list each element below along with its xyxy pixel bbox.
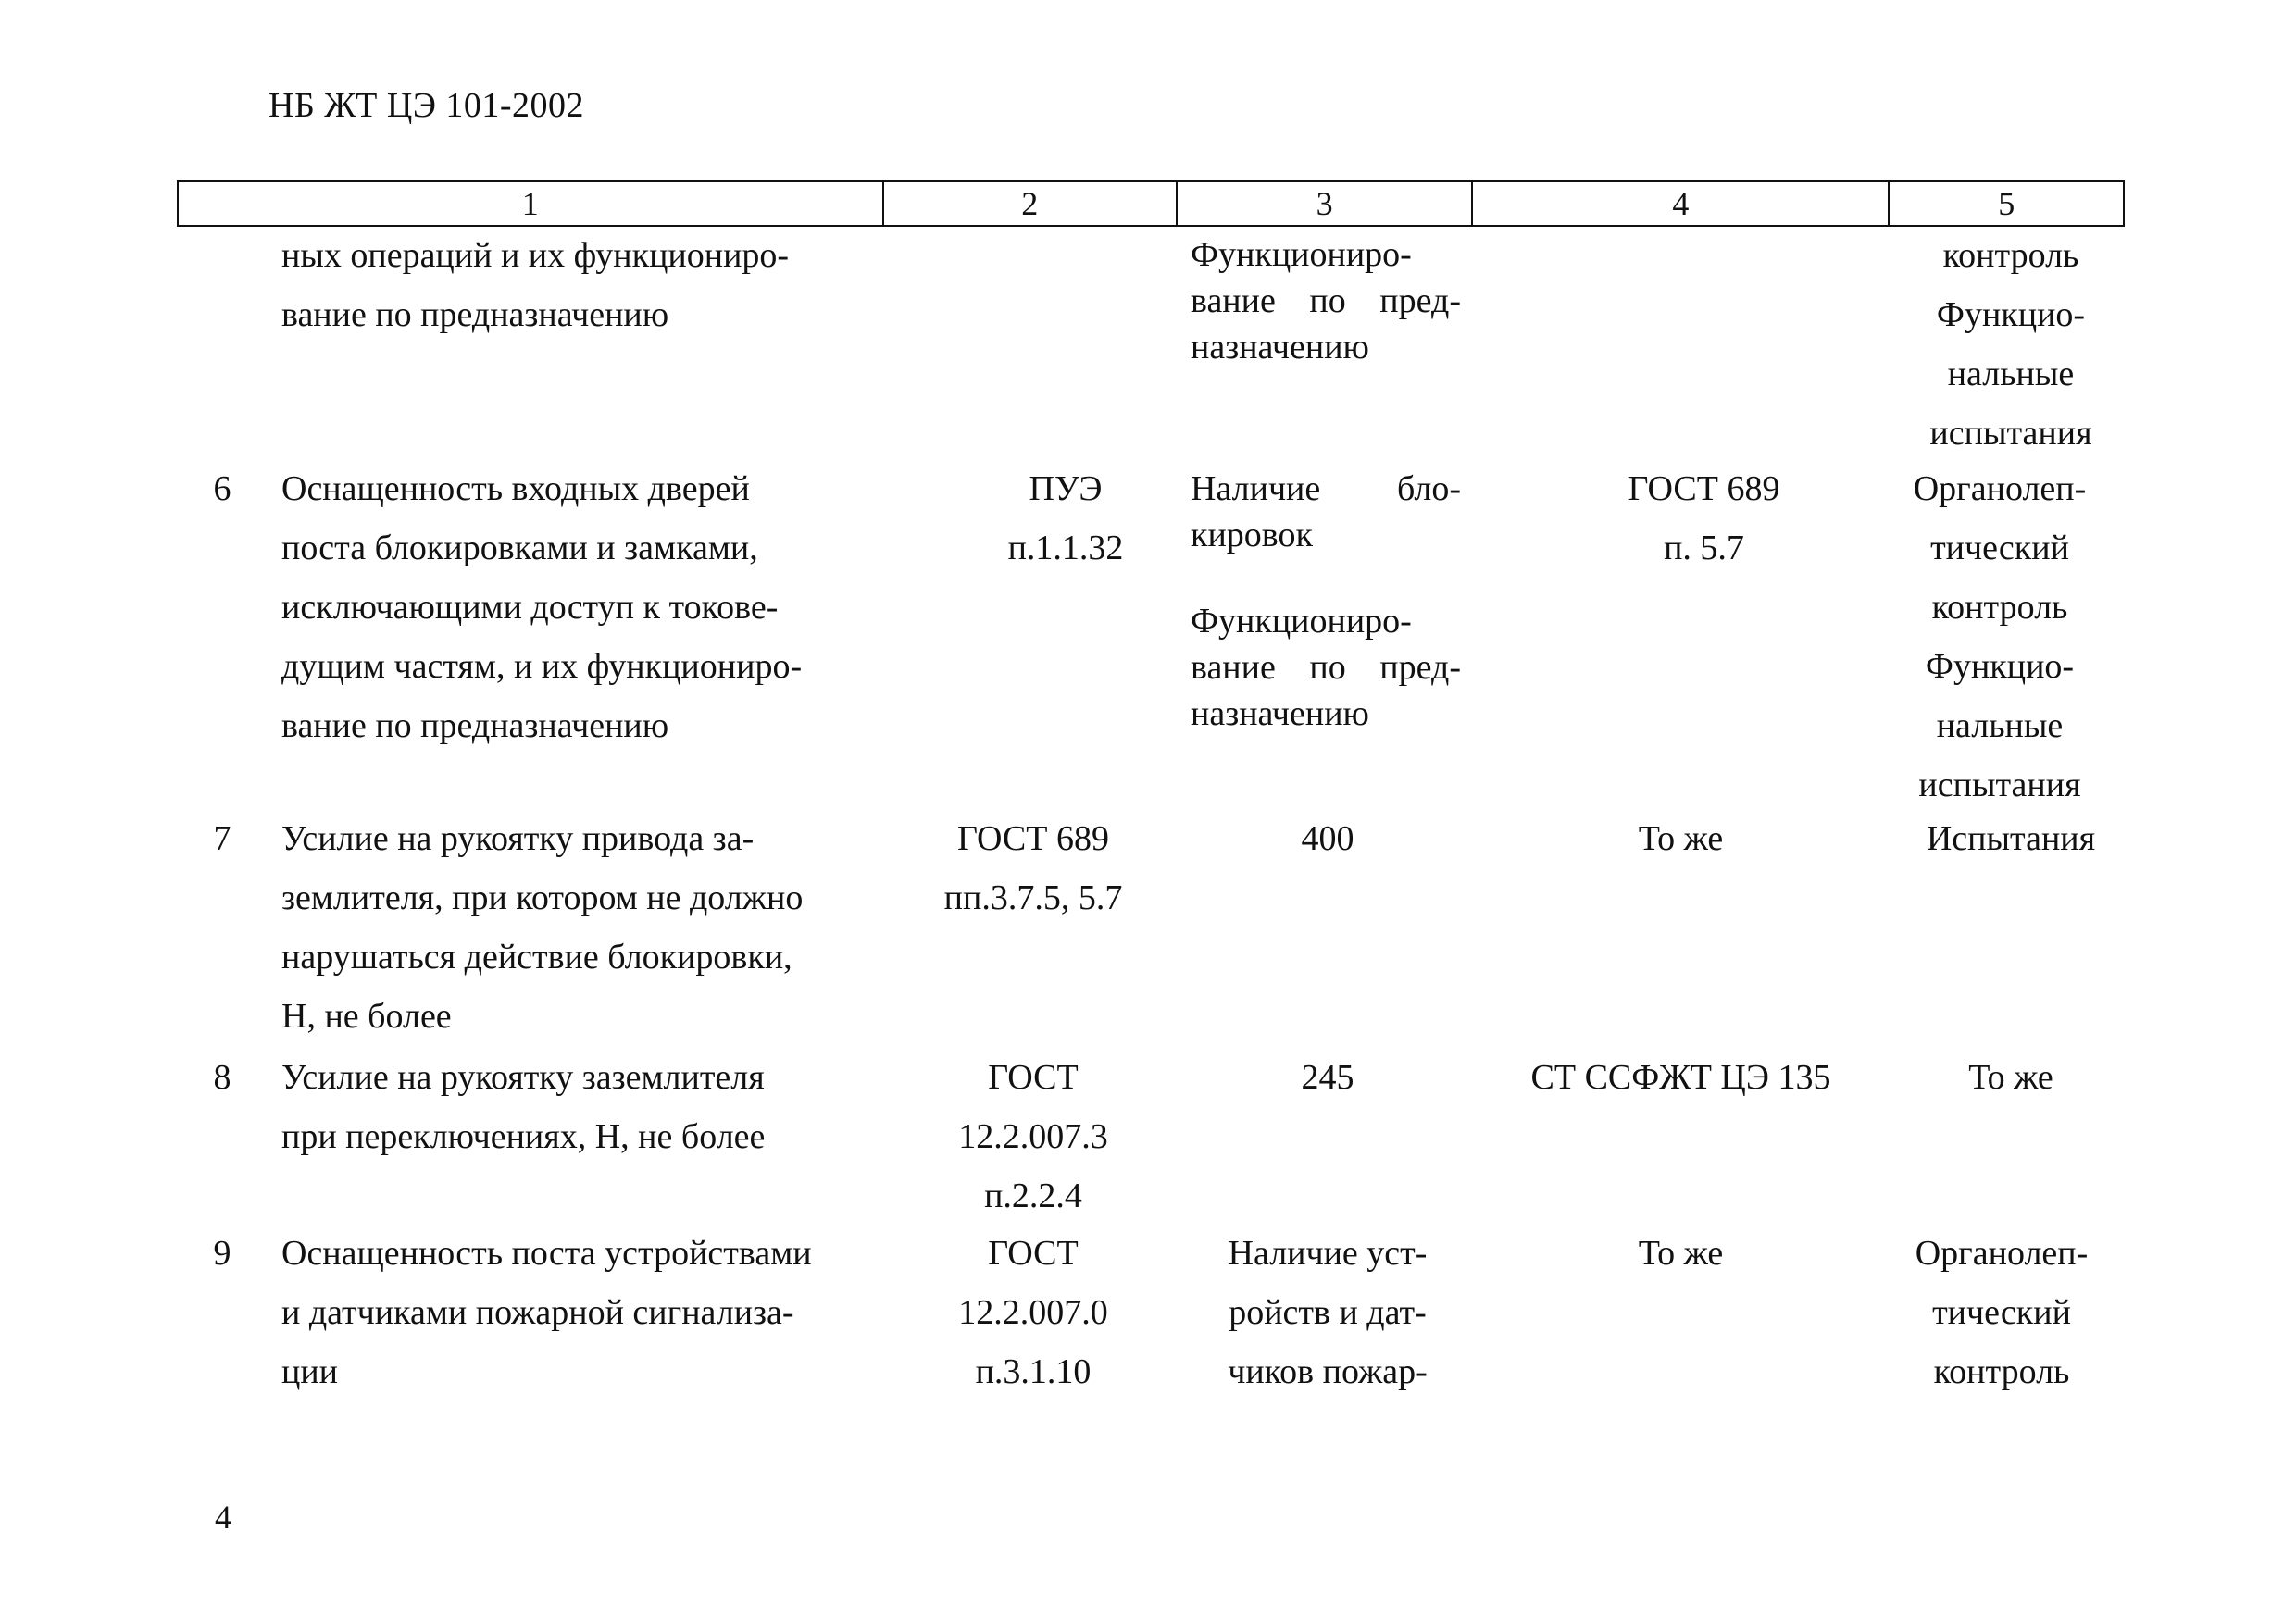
test-method-cell: [1472, 1048, 1890, 1107]
requirement-line: исключающими доступ к токове-: [281, 588, 779, 627]
requirement-line: ции: [281, 1352, 339, 1391]
norm-value-line: вание по пред-: [1191, 281, 1461, 320]
norm-value-line: 400: [1301, 819, 1354, 858]
test-method-line: То же: [1638, 1234, 1724, 1273]
control-type-line: нальные: [1947, 355, 2075, 393]
reference-line: ГОСТ 689: [957, 819, 1109, 858]
test-method-line: То же: [1638, 819, 1724, 858]
norm-value-cell: [1191, 231, 1461, 370]
column-header-1: 1: [521, 185, 539, 222]
control-type-line: контроль: [1942, 236, 2079, 275]
norm-value-line: кировок: [1191, 516, 1313, 554]
control-type-line: контроль: [1933, 1352, 2070, 1391]
requirement-line: дущим частям, и их функциониро-: [281, 647, 803, 686]
test-method-cell: [1472, 1224, 1890, 1283]
requirement-line: Оснащенность поста устройствами: [281, 1234, 812, 1273]
row-number: 8: [213, 1058, 231, 1097]
control-type-cell: [1893, 1048, 2128, 1107]
requirement-line: и датчиками пожарной сигнализа-: [281, 1293, 794, 1332]
requirement-line: ных операций и их функциониро-: [281, 236, 790, 275]
norm-value-cell: [1179, 1048, 1476, 1107]
norm-value-line: назначению: [1191, 328, 1369, 367]
column-header-3: 3: [1176, 182, 1471, 225]
norm-value-line: Функциониро-: [1191, 602, 1412, 641]
norm-value-line: ройств и дат-: [1229, 1293, 1427, 1332]
requirement-cell: [281, 1224, 812, 1401]
column-header-5: 5: [1888, 182, 2123, 225]
reference-line: п.2.2.4: [984, 1176, 1082, 1215]
reference-cell: [886, 1048, 1180, 1226]
requirement-line: поста блокировками и замками,: [281, 529, 758, 567]
control-type-line: тический: [1930, 529, 2069, 567]
requirement-line: землителя, при котором не должно: [281, 878, 804, 917]
reference-line: ГОСТ: [988, 1058, 1079, 1097]
row-number: 7: [213, 819, 231, 858]
reference-cell: [918, 459, 1213, 578]
reference-line: ГОСТ: [988, 1234, 1079, 1273]
control-type-line: Испытания: [1926, 819, 2096, 858]
norm-value-cell: [1179, 809, 1476, 868]
control-type-line: испытания: [1918, 765, 2081, 804]
requirement-cell: [281, 1048, 765, 1166]
test-method-line: п. 5.7: [1664, 529, 1744, 567]
control-type-line: Органолеп-: [1915, 1234, 2089, 1273]
requirement-cell: [281, 226, 789, 344]
control-type-line: нальные: [1936, 706, 2064, 745]
control-type-cell: [1893, 226, 2128, 463]
norm-value-line: Функциониро-: [1191, 235, 1412, 274]
reference-line: пп.3.7.5, 5.7: [943, 878, 1123, 917]
control-type-line: То же: [1968, 1058, 2053, 1097]
requirement-line: Усилие на рукоятку привода за-: [281, 819, 755, 858]
norm-value-line: Наличие уст-: [1228, 1234, 1428, 1273]
reference-cell: [886, 809, 1180, 927]
requirement-cell: [281, 459, 802, 755]
test-method-cell: [1495, 459, 1913, 578]
requirement-line: Усилие на рукоятку заземлителя: [281, 1058, 765, 1097]
reference-line: 12.2.007.3: [958, 1117, 1108, 1156]
row-number: 6: [213, 469, 231, 508]
control-type-cell: [1882, 459, 2117, 815]
document-code: НБ ЖТ ЦЭ 101-2002: [268, 86, 585, 125]
norm-value-cell: [1179, 1224, 1476, 1401]
row-number: 9: [213, 1234, 231, 1273]
test-method-line: ГОСТ 689: [1628, 469, 1780, 508]
test-method-cell: [1472, 809, 1890, 868]
reference-line: п.1.1.32: [1007, 529, 1124, 567]
control-type-line: Органолеп-: [1913, 469, 2087, 508]
norm-value-cell: [1191, 466, 1461, 558]
test-method-line: СТ ССФЖТ ЦЭ 135: [1530, 1058, 1831, 1097]
norm-value-cell: [1191, 598, 1461, 737]
control-type-cell: [1884, 1224, 2119, 1401]
control-type-cell: [1893, 809, 2128, 868]
column-header-2: 2: [882, 182, 1176, 225]
control-type-line: контроль: [1931, 588, 2068, 627]
requirement-line: нарушаться действие блокировки,: [281, 938, 792, 977]
norm-value-line: вание по пред-: [1191, 648, 1461, 687]
control-type-line: испытания: [1929, 414, 2092, 453]
requirement-line: вание по предназначению: [281, 295, 669, 334]
norm-value-line: чиков пожар-: [1228, 1352, 1428, 1391]
requirement-line: вание по предназначению: [281, 706, 669, 745]
requirement-line: Оснащенность входных дверей: [281, 469, 750, 508]
reference-line: ПУЭ: [1029, 469, 1103, 508]
page-number: 4: [215, 1499, 231, 1536]
reference-line: п.3.1.10: [975, 1352, 1092, 1391]
reference-line: 12.2.007.0: [958, 1293, 1108, 1332]
control-type-line: Функцио-: [1925, 647, 2075, 686]
norm-value-line: назначению: [1191, 694, 1369, 733]
requirement-cell: [281, 809, 803, 1046]
table-header-row: [177, 180, 2125, 227]
reference-cell: [886, 1224, 1180, 1401]
norm-value-line: Наличие бло-: [1191, 469, 1461, 508]
norm-value-line: 245: [1301, 1058, 1354, 1097]
control-type-line: Функцио-: [1936, 295, 2086, 334]
control-type-line: тический: [1932, 1293, 2071, 1332]
requirement-line: Н, не более: [281, 997, 452, 1036]
column-header-4: 4: [1471, 182, 1888, 225]
requirement-line: при переключениях, Н, не более: [281, 1117, 766, 1156]
